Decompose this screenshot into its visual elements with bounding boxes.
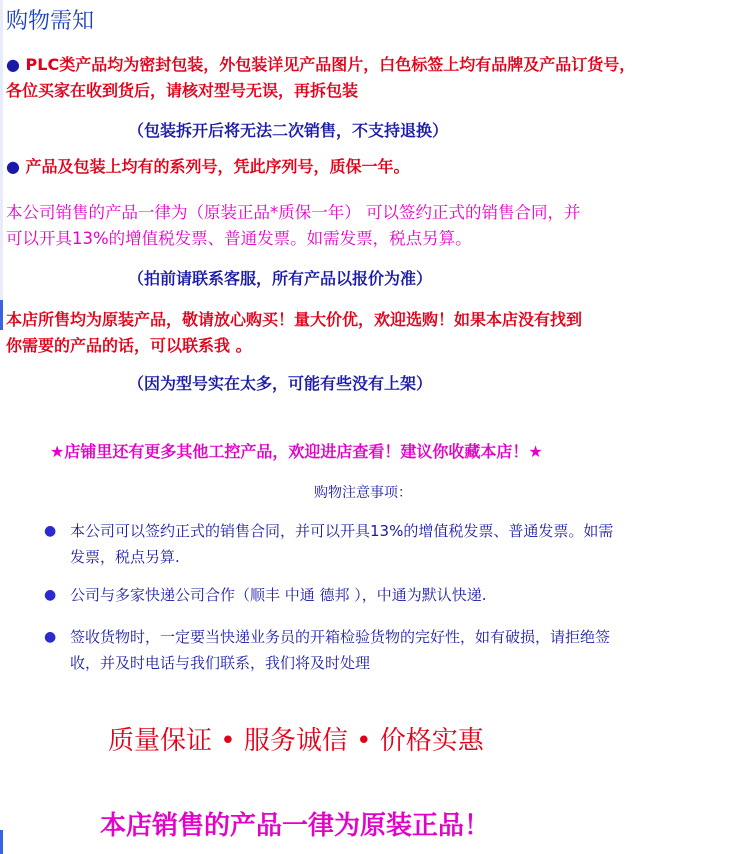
notes-title: 购物注意事项： [314,485,412,501]
bullet-icon: ● [44,587,57,603]
list-item-line2: 收，并及时电话与我们联系，我们将及时处理 [70,654,371,672]
original-products-line1: 本店所售均为原装产品，敬请放心购买！量大价优，欢迎选购！如果本店没有找到 [6,310,583,329]
contract-note-line2: 可以开具13%的增值税发票、普通发票。如需发票，税点另算。 [6,229,472,248]
original-products-line2: 你需要的产品的话，可以联系我 。 [6,336,252,355]
list-item-line1: 本公司可以签约正式的销售合同，并可以开具13%的增值税发票、普通发票。如需 [70,522,614,540]
bullet-icon: ● [44,523,57,539]
left-edge-line-mid [0,300,3,330]
slogan: 质量保证 • 服务诚信 • 价格实惠 [108,726,484,756]
bullet-dot: ● [6,55,20,74]
no-return-note: （包装拆开后将无法二次销售，不支持退换） [128,121,449,140]
original-guarantee-banner: 本店销售的产品一律为原装正品！ [100,811,491,841]
contract-note [6,200,746,252]
notice-packaging [6,52,746,104]
list-item-line2: 发票，税点另算. [70,548,180,566]
original-products-note [6,307,746,359]
notice-warranty: ● 产品及包装上均有的系列号，凭此序列号，质保一年。 [6,157,410,176]
page-title: 购物需知 [6,9,95,34]
store-banner: ★店铺里还有更多其他工控产品，欢迎进店查看！建议你收藏本店！★ [50,442,543,461]
bullet-icon: ● [44,629,57,645]
bullet-dot: ● [6,157,20,176]
contract-note-line1: 本公司销售的产品一律为（原装正品*质保一年） 可以签约正式的销售合同，并 [6,203,581,222]
list-item-line1: 签收货物时，一定要当快递业务员的开箱检验货物的完好性，如有破损，请拒绝签 [70,628,611,646]
too-many-models-note: （因为型号实在太多，可能有些没有上架） [128,374,433,393]
left-edge-line-bottom [0,830,3,854]
left-edge-line-top [0,0,3,300]
list-item-line1: 公司与多家快递公司合作（顺丰 中通 德邦 ），中通为默认快递. [70,586,487,604]
notice-packaging-line2: 各位买家在收到货后，请核对型号无误，再拆包装 [6,81,359,100]
notice-packaging-line1: ● PLC类产品均为密封包装，外包装详见产品图片，白色标签上均有品牌及产品订货号， [6,55,636,74]
contact-service-note: （拍前请联系客服，所有产品以报价为准） [128,269,433,288]
